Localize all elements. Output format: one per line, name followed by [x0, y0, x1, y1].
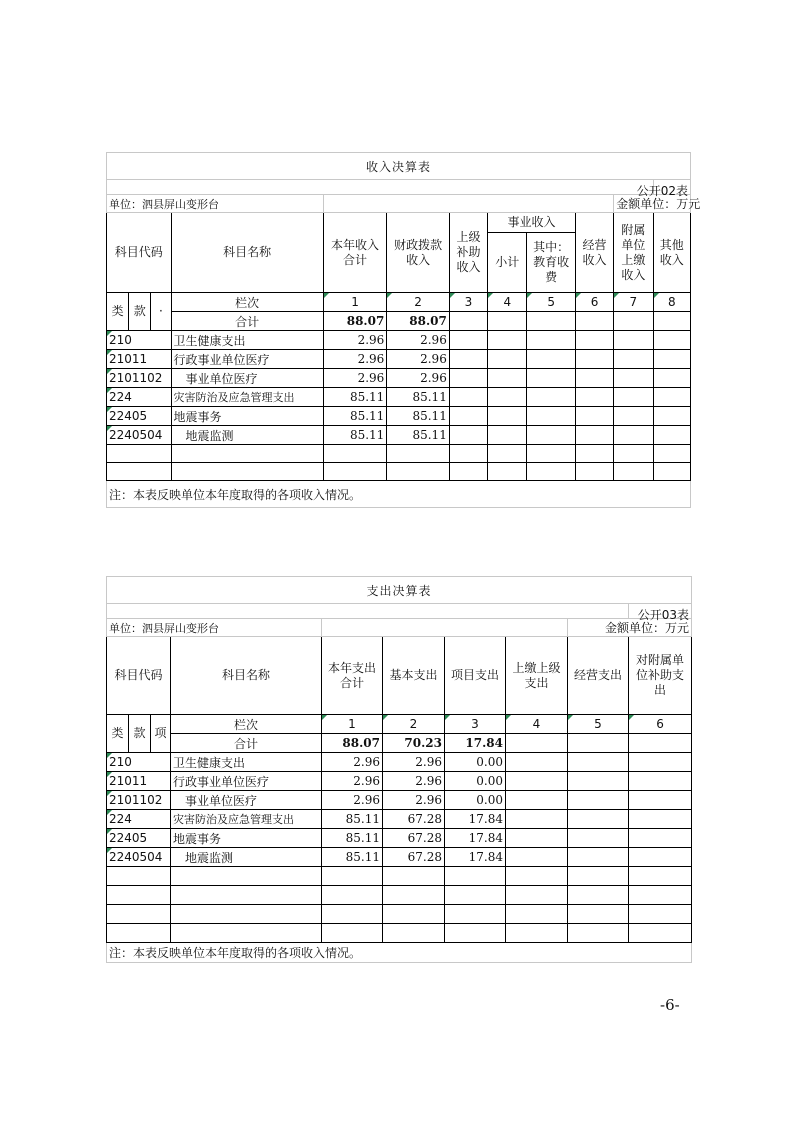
expense-note: 注：本表反映单位本年度取得的各项收入情况。	[107, 943, 692, 963]
income-col-code: 科目代码	[107, 213, 172, 293]
income-lanci: 栏次	[171, 293, 323, 312]
expense-col-total: 本年支出合计	[322, 637, 383, 715]
income-col-name: 科目名称	[171, 213, 323, 293]
income-col-lei: 类	[107, 293, 129, 331]
income-title: 收入决算表	[107, 153, 691, 180]
income-colnum: 6	[575, 293, 613, 312]
income-colnum: 2	[387, 293, 450, 312]
income-colnum: 4	[488, 293, 527, 312]
income-col-total: 本年收入合计	[323, 213, 387, 293]
income-total-cell: 88.07	[323, 312, 387, 331]
income-colnum: 5	[527, 293, 575, 312]
expense-col-affiliated: 对附属单位补助支出	[629, 637, 692, 715]
expense-colnum: 1	[322, 715, 383, 734]
expense-colnum: 3	[445, 715, 506, 734]
income-table	[106, 152, 701, 508]
expense-colnum: 2	[383, 715, 445, 734]
expense-lanci: 栏次	[171, 715, 322, 734]
income-amount-unit: 金额单位：万元	[614, 195, 691, 213]
income-table-no: 公开02表	[636, 184, 688, 198]
table-row: 2101102 事业单位医疗 2.96 2.96	[107, 369, 691, 388]
table-row: 22405 地震事务 85.11 67.28 17.84	[107, 829, 692, 848]
table-row: 210 卫生健康支出 2.96 2.96 0.00	[107, 753, 692, 772]
income-colnum: 1	[323, 293, 387, 312]
expense-total-cell: 88.07	[322, 734, 383, 753]
income-colnum: 7	[614, 293, 653, 312]
expense-col-upper: 上缴上级支出	[506, 637, 568, 715]
expense-unit: 单位：泗县屏山变形台	[107, 619, 322, 637]
page-number: -6-	[660, 996, 680, 1014]
expense-col-operating: 经营支出	[568, 637, 629, 715]
income-col-fiscal: 财政拨款收入	[387, 213, 450, 293]
expense-total-cell: 17.84	[445, 734, 506, 753]
expense-table-no: 公开03表	[637, 608, 690, 622]
expense-title: 支出决算表	[107, 577, 692, 604]
income-col-edu: 其中：教育收费	[527, 233, 575, 293]
table-row: 2101102 事业单位医疗 2.96 2.96 0.00	[107, 791, 692, 810]
expense-col-name: 科目名称	[171, 637, 322, 715]
expense-col-lei: 类	[107, 715, 129, 753]
income-total-cell: 88.07	[387, 312, 450, 331]
expense-col-project: 项目支出	[445, 637, 506, 715]
expense-col-xiang: 项	[151, 715, 171, 753]
table-row: 210 卫生健康支出 2.96 2.96	[107, 331, 691, 350]
expense-colnum: 6	[629, 715, 692, 734]
expense-col-kuan: 款	[129, 715, 151, 753]
income-col-kuan: 款	[129, 293, 151, 331]
income-col-affiliated: 附属单位上缴收入	[614, 213, 653, 293]
income-heji: 合计	[171, 312, 323, 331]
income-col-other: 其他收入	[653, 213, 690, 293]
expense-col-basic: 基本支出	[383, 637, 445, 715]
table-row: 2240504 地震监测 85.11 85.11	[107, 426, 691, 445]
income-colnum: 8	[653, 293, 690, 312]
income-note: 注：本表反映单位本年度取得的各项收入情况。	[107, 481, 691, 508]
table-row: 21011 行政事业单位医疗 2.96 2.96 0.00	[107, 772, 692, 791]
expense-amount-unit: 金额单位：万元	[568, 619, 692, 637]
table-row: 224 灾害防治及应急管理支出 85.11 85.11	[107, 388, 691, 407]
expense-col-code: 科目代码	[107, 637, 171, 715]
table-row: 224 灾害防治及应急管理支出 85.11 67.28 17.84	[107, 810, 692, 829]
income-colnum: 3	[449, 293, 487, 312]
income-unit: 单位：泗县屏山变形台	[107, 195, 324, 213]
income-col-xiang: ·	[151, 293, 171, 331]
expense-colnum: 4	[506, 715, 568, 734]
table-row: 2240504 地震监测 85.11 67.28 17.84	[107, 848, 692, 867]
income-col-business: 事业收入	[488, 213, 576, 233]
income-col-upper: 上级补助收入	[449, 213, 487, 293]
income-col-subtotal: 小计	[488, 233, 527, 293]
expense-colnum: 5	[568, 715, 629, 734]
expense-total-cell: 70.23	[383, 734, 445, 753]
expense-table	[106, 576, 692, 963]
table-row: 22405 地震事务 85.11 85.11	[107, 407, 691, 426]
income-col-operating: 经营收入	[575, 213, 613, 293]
table-row: 21011 行政事业单位医疗 2.96 2.96	[107, 350, 691, 369]
expense-heji: 合计	[171, 734, 322, 753]
